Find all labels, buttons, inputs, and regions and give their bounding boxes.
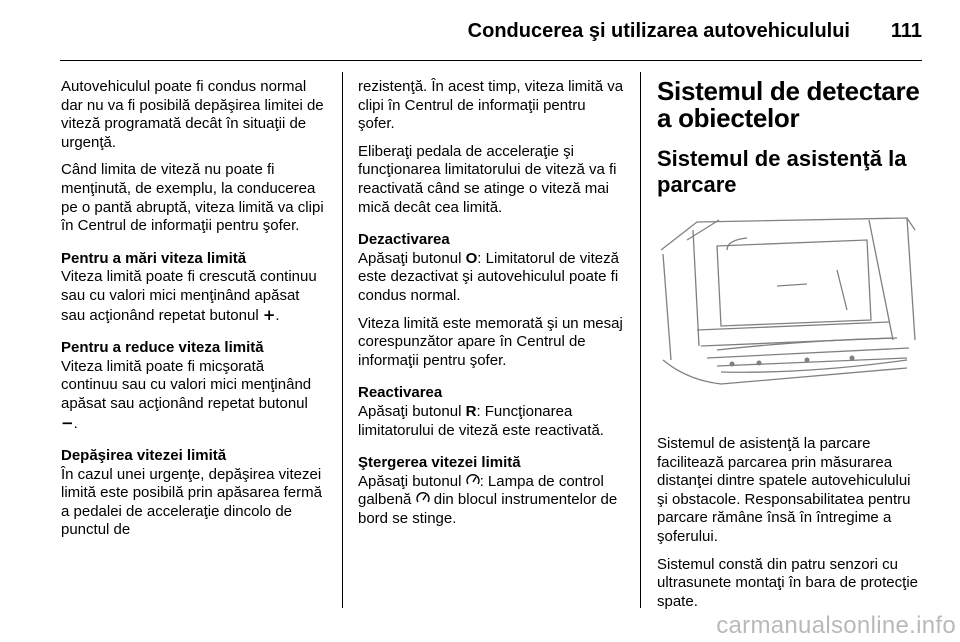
paragraph-text: : Funcţionarea limitatorului de viteză este reactivată.	[358, 402, 604, 439]
paragraph: Viteza limită poate fi crescută continuu sau cu valori mici menţinând apăsat sau acţionând repetat butonul +.	[61, 268, 317, 324]
o-button-icon: O	[465, 249, 478, 267]
column-divider-2	[640, 72, 641, 608]
paragraph-text: din blocul instrumentelor de bord se stinge.	[358, 491, 618, 527]
column-2	[358, 78, 624, 537]
paragraph	[358, 250, 624, 306]
page-header	[0, 0, 960, 62]
section-heading-reactivation: Reactivarea	[358, 384, 443, 402]
column-3	[657, 78, 923, 620]
speed-limiter-icon	[416, 491, 430, 508]
paragraph: Sistemul de asistenţă la parcare facilitează parcarea prin măsurarea distanţei dintre spatele autovehiculului şi obstacole. Responsabilitatea pentru parcare rămâne însă în întregime a şoferului.	[657, 435, 911, 545]
paragraph-text: : Lampa de control galbenă	[358, 472, 604, 509]
paragraph: În cazul unei urgenţe, depăşirea vitezei limită este posibilă prin apăsarea fermă a pedalei de acceleraţie dincolo de punctul de	[61, 465, 322, 539]
section-heading-deactivation: Dezactivarea	[358, 231, 450, 249]
paragraph	[358, 473, 624, 529]
r-button-icon: R	[465, 402, 477, 420]
paragraph-text: : Limitatorul de viteză este dezactivat şi autovehiculul poate fi condus normal.	[358, 249, 619, 304]
section-heading-increase: Pentru a mări viteza limită	[61, 249, 247, 267]
speed-limiter-icon	[466, 473, 480, 490]
page-number: 111	[890, 20, 922, 42]
paragraph: Sistemul constă din patru senzori cu ultrasunete montaţi în bara de protecţie spate.	[657, 555, 918, 610]
paragraph	[358, 403, 624, 440]
paragraph: rezistenţă. În acest timp, viteza limită va clipi în Centrul de informaţii pentru şofer.	[358, 78, 624, 133]
subsection-title: Sistemul de asistenţă la parcare	[657, 146, 907, 197]
header-title: Conducerea şi utilizarea autovehiculului	[467, 20, 850, 42]
paragraph-text: Apăsaţi butonul	[358, 472, 462, 490]
column-divider-1	[342, 72, 343, 608]
column-1	[61, 78, 325, 549]
plus-icon: +	[262, 305, 276, 324]
section-title: Sistemul de detectare a obiectelor	[657, 76, 920, 133]
paragraph: Autovehiculul poate fi condus normal dar nu va fi posibilă depăşirea limitei de viteză programată decât în situaţii de urgenţă.	[61, 78, 324, 151]
paragraph: Viteza limită poate fi micşorată continuu sau cu valori mici menţinând apăsat sau acţionând repetat butonul −.	[61, 357, 312, 432]
paragraph-text: Viteza limită poate fi crescută continuu sau cu valori mici menţinând apăsat sau acţionând repetat butonul	[61, 268, 317, 324]
paragraph: Viteza limită este memorată şi un mesaj corespunzător apare în Centrul de informaţii pentru şofer.	[358, 314, 623, 369]
section-heading-decrease: Pentru a reduce viteza limită	[61, 339, 264, 357]
minus-icon: −	[61, 413, 74, 432]
watermark: carmanualsonline.info	[716, 612, 956, 639]
paragraph: Eliberaţi pedala de acceleraţie şi funcţionarea limitatorului de viteză va fi reactivată când se atinge o viteză mai mică decât cea limită.	[358, 142, 617, 216]
header-rule	[60, 60, 922, 61]
paragraph-text: Viteza limită poate fi micşorată continuu sau cu valori mici menţinând apăsat sau acţionând repetat butonul	[61, 357, 312, 412]
paragraph-text: Apăsaţi butonul	[358, 402, 462, 420]
rear-bumper-sensors-illustration	[657, 210, 919, 415]
paragraph: Când limita de viteză nu poate fi menţinută, de exemplu, la conducerea pe o pantă abruptă, viteza limită va clipi în Centrul de informaţii pentru şofer.	[61, 161, 324, 235]
paragraph-text: Apăsaţi butonul	[358, 249, 462, 267]
section-heading-exceed: Depăşirea vitezei limită	[61, 447, 227, 465]
section-heading-clear: Ştergerea vitezei limită	[358, 454, 521, 472]
